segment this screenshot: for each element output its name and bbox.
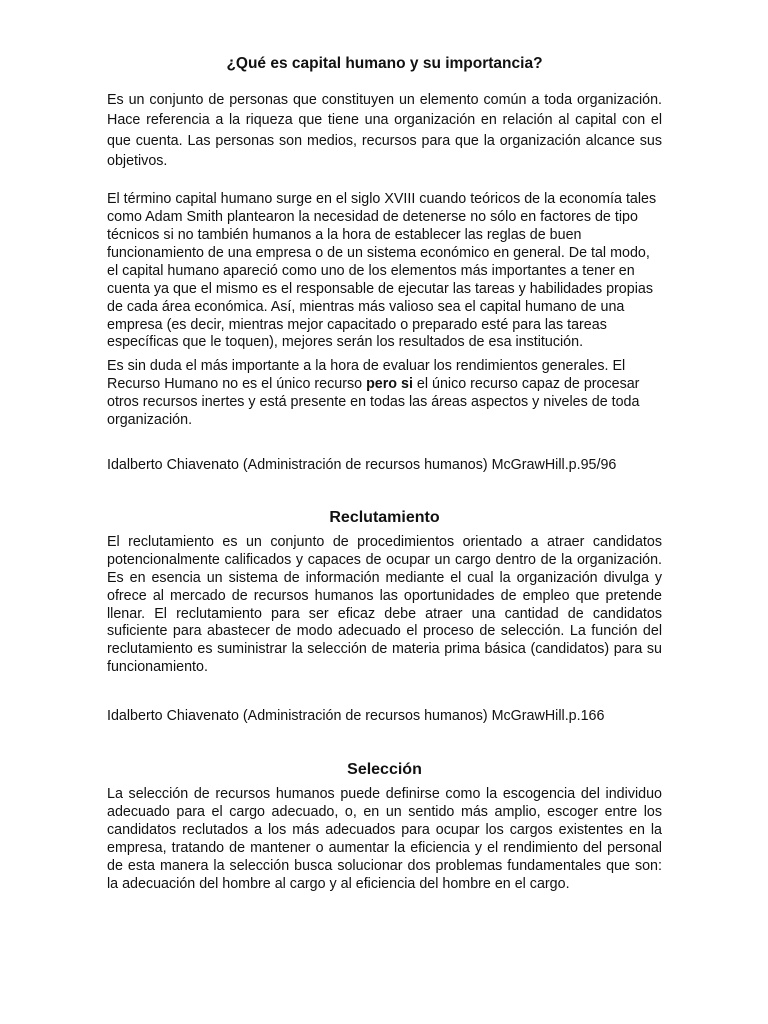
paragraph-capital-definition: Es un conjunto de personas que constituyen un elemento común a toda organización. Hace referencia a la riqueza que tiene una organización en relación al capital con el que cuenta. Las personas son medios, recursos para que la organización alcance sus objetivos.: [107, 92, 662, 169]
paragraph-text-segment: Es sin duda el más importante a la hora de evaluar los rendimientos generales. El Recurso Humano no es el único recurso: [107, 358, 626, 393]
paragraph-seleccion: La selección de recursos humanos puede definirse como la escogencia del individuo adecuado para el cargo adecuado, o, en un sentido más amplio, escoger entre los candidatos reclutados a los más adecuados para ocupar los cargos existentes en la empresa, tratando de mantener o aumentar la eficiencia y el rendimiento del personal de esta manera la selección busca solucionar dos problemas fundamentales que son: la adecuación del hombre al cargo y al eficiencia del hombre en el cargo.: [107, 786, 662, 892]
bold-emphasis: pero si: [366, 376, 413, 393]
document-body: [107, 54, 662, 893]
heading-reclutamiento: Reclutamiento: [329, 508, 440, 526]
paragraph-text-segment: el único recurso capaz de procesar otros recursos inertes y está presente en todas las áreas aspectos y niveles de toda organización.: [107, 376, 640, 429]
citation-capital: Idalberto Chiavenato (Administración de recursos humanos) McGrawHill.p.95/96: [107, 456, 617, 473]
citation-reclutamiento: Idalberto Chiavenato (Administración de recursos humanos) McGrawHill.p.166: [107, 708, 605, 725]
heading-seleccion: Selección: [347, 761, 422, 779]
paragraph-capital-importance: [107, 358, 662, 430]
paragraph-reclutamiento: El reclutamiento es un conjunto de procedimientos orientado a atraer candidatos potencionalmente calificados y capaces de ocupar un cargo dentro de la organización. Es en esencia un sistema de información mediante el cual la organización divulga y ofrece al mercado de recursos humanos las oportunidades de empleo que pretende llenar. El reclutamiento para ser eficaz debe atraer una cantidad de candidatos suficiente para abastecer de modo adecuado el proceso de selección. La función del reclutamiento es suministrar la selección de materia prima básica (candidatos) para su funcionamiento.: [107, 533, 662, 676]
document-title: ¿Qué es capital humano y su importancia?: [226, 55, 543, 72]
paragraph-capital-history: El término capital humano surge en el siglo XVIII cuando teóricos de la economía tales como Adam Smith plantearon la necesidad de detenerse no sólo en factores de tipo técnicos si no también humanos a la hora de establecer las reglas de buen funcionamiento de una empresa o de un sistema económico en general. De tal modo, el capital humano apareció como uno de los elementos más importantes a tener en cuenta ya que el mismo es el responsable de ejecutar las tareas y habilidades propias de cada área económica. Así, mientras más valioso sea el capital humano de una empresa (es decir, mientras mejor capacitado o preparado esté para las tareas específicas que le toquen), mejores serán los resultados de esa institución.: [107, 191, 657, 351]
